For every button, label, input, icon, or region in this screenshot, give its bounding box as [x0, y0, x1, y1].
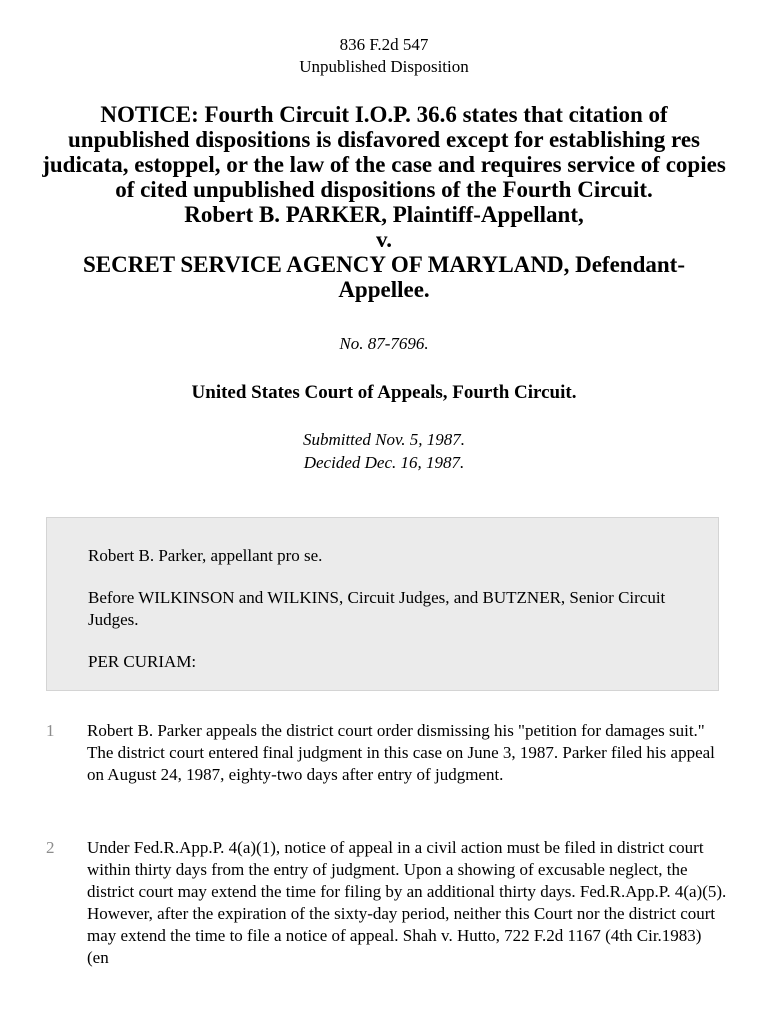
disposition-label: Unpublished Disposition [299, 57, 469, 76]
case-dates [0, 428, 768, 474]
decided-date: Decided Dec. 16, 1987. [303, 453, 465, 472]
docket-number: No. 87-7696. [339, 334, 429, 353]
notice-text: NOTICE: Fourth Circuit I.O.P. 36.6 states that citation of unpublished dispositions is disfavored except for establishing res judicata, estoppel, or the law of the case and requires service of copies of cited unpublished dispositions of the Fourth Circuit. [42, 102, 726, 202]
case-citation: 836 F.2d 547 [339, 35, 429, 54]
judges-panel: Before WILKINSON and WILKINS, Circuit Judges, and BUTZNER, Senior Circuit Judges. [88, 588, 666, 629]
case-title [40, 102, 728, 302]
paragraph-text: Under Fed.R.App.P. 4(a)(1), notice of appeal in a civil action must be filed in district court within thirty days from the entry of judgment. Upon a showing of excusable neglect, the district court may extend the time for filing by an additional thirty days. Fed.R.App.P. 4(a)(5). However, after the expiration of the sixty-day period, neither this Court nor the district court may extend the time to file a notice of appeal. Shah v. Hutto, 722 F.2d 1167 (4th Cir.1983) (en [87, 838, 727, 967]
counsel-box [46, 517, 719, 691]
per-curiam-label: PER CURIAM: [88, 652, 197, 671]
versus-label: v. [376, 227, 392, 252]
appellant-counsel: Robert B. Parker, appellant pro se. [88, 546, 323, 565]
submitted-date: Submitted Nov. 5, 1987. [302, 430, 466, 449]
plaintiff-name: Robert B. PARKER, Plaintiff-Appellant, [184, 202, 584, 227]
court-name: United States Court of Appeals, Fourth Circuit. [191, 382, 577, 403]
defendant-name: SECRET SERVICE AGENCY OF MARYLAND, Defendant-Appellee. [83, 252, 685, 302]
paragraph-number: 1 [46, 721, 55, 740]
paragraph-number: 2 [46, 838, 55, 857]
paragraph-text: Robert B. Parker appeals the district court order dismissing his "petition for damages suit." The district court entered final judgment in this case on June 3, 1987. Parker filed his appeal on August 24, 1987, eighty-two days after entry of judgment. [87, 721, 715, 784]
